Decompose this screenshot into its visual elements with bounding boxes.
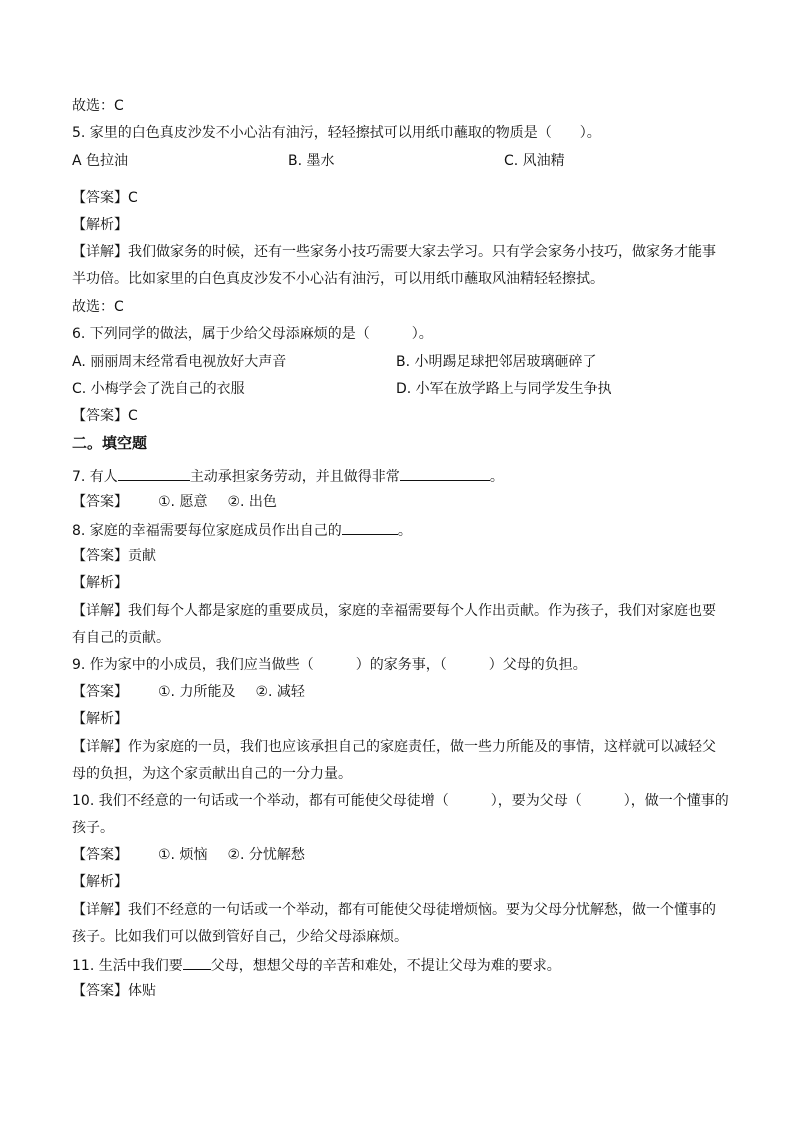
q11-answer: 【答案】体贴 bbox=[72, 983, 156, 999]
question-5: 5. 家里的白色真皮沙发不小心沾有油污，轻轻擦拭可以用纸巾蘸取的物质是（ ）。 bbox=[72, 125, 601, 141]
q10-answer-1: ①. 烦恼 bbox=[158, 847, 208, 863]
q10-analysis-label: 【解析】 bbox=[72, 874, 128, 890]
question-11 bbox=[72, 955, 722, 975]
q7-blank-1 bbox=[118, 466, 190, 481]
q8-blank bbox=[342, 520, 398, 535]
q6-option-b: B. 小明踢足球把邻居玻璃砸碎了 bbox=[396, 354, 597, 370]
q7-text-c: 。 bbox=[489, 469, 504, 485]
q5-analysis-label: 【解析】 bbox=[72, 217, 128, 233]
question-10-line-1: 10. 我们不经意的一句话或一个举动，都有可能使父母徒增（ ），要为父母（ ），做一个懂事的 bbox=[72, 793, 729, 809]
question-10-line-2: 孩子。 bbox=[72, 820, 114, 836]
q7-text-a: 7. 有人 bbox=[72, 469, 118, 485]
q10-detail-line-2: 孩子。比如我们可以做到管好自己，少给父母添麻烦。 bbox=[72, 929, 408, 945]
q11-text-b: 父母，想想父母的辛苦和难处，不提让父母为难的要求。 bbox=[210, 958, 561, 974]
q5-detail-line-1: 【详解】我们做家务的时候，还有一些家务小技巧需要大家去学习。只有学会家务小技巧，做家务才能事 bbox=[72, 244, 716, 260]
q7-answer bbox=[72, 493, 722, 511]
q10-answer-2: ②. 分忧解愁 bbox=[227, 847, 305, 863]
q5-option-b: B. 墨水 bbox=[288, 153, 335, 169]
q9-answer bbox=[72, 683, 722, 701]
q8-detail-line-1: 【详解】我们每个人都是家庭的重要成员，家庭的幸福需要每个人作出贡献。作为孩子，我们对家庭也要 bbox=[72, 603, 716, 619]
q9-answer-label: 【答案】 bbox=[72, 684, 128, 700]
q7-blank-2 bbox=[400, 466, 490, 481]
q5-answer: 【答案】C bbox=[72, 190, 138, 206]
question-7 bbox=[72, 466, 722, 486]
q7-answer-2: ②. 出色 bbox=[227, 494, 277, 510]
q10-answer bbox=[72, 846, 722, 864]
question-8 bbox=[72, 520, 722, 540]
q9-answer-1: ①. 力所能及 bbox=[158, 684, 236, 700]
question-9: 9. 作为家中的小成员，我们应当做些（ ）的家务事，（ ）父母的负担。 bbox=[72, 657, 587, 673]
q7-answer-label: 【答案】 bbox=[72, 494, 128, 510]
q8-analysis-label: 【解析】 bbox=[72, 575, 128, 591]
q8-answer: 【答案】贡献 bbox=[72, 548, 156, 564]
q8-text-a: 8. 家庭的幸福需要每位家庭成员作出自己的 bbox=[72, 523, 342, 539]
q10-detail-line-1: 【详解】我们不经意的一句话或一个举动，都有可能使父母徒增烦恼。要为父母分忧解愁，做一个懂事的 bbox=[72, 902, 716, 918]
q8-text-b: 。 bbox=[397, 523, 412, 539]
q7-answer-1: ①. 愿意 bbox=[158, 494, 208, 510]
q6-answer: 【答案】C bbox=[72, 408, 138, 424]
q7-text-b: 主动承担家务劳动，并且做得非常 bbox=[189, 469, 400, 485]
section-heading: 二。填空题 bbox=[72, 434, 148, 452]
question-6: 6. 下列同学的做法，属于少给父母添麻烦的是（ ）。 bbox=[72, 326, 433, 342]
q5-select: 故选：C bbox=[72, 299, 124, 315]
q10-answer-label: 【答案】 bbox=[72, 847, 128, 863]
select-line: 故选：C bbox=[72, 98, 124, 114]
q11-text-a: 11. 生活中我们要 bbox=[72, 958, 183, 974]
q6-option-c: C. 小梅学会了洗自己的衣服 bbox=[72, 381, 245, 397]
q9-detail-line-1: 【详解】作为家庭的一员，我们也应该承担自己的家庭责任，做一些力所能及的事情，这样就可以减轻父 bbox=[72, 739, 716, 755]
q5-detail-line-2: 半功倍。比如家里的白色真皮沙发不小心沾有油污，可以用纸巾蘸取风油精轻轻擦拭。 bbox=[72, 271, 604, 287]
q9-detail-line-2: 母的负担，为这个家贡献出自己的一分力量。 bbox=[72, 766, 352, 782]
q6-option-d: D. 小军在放学路上与同学发生争执 bbox=[396, 381, 612, 397]
q5-option-a: A 色拉油 bbox=[72, 153, 129, 169]
q9-answer-2: ②. 减轻 bbox=[255, 684, 305, 700]
q9-analysis-label: 【解析】 bbox=[72, 711, 128, 727]
q8-detail-line-2: 有自己的贡献。 bbox=[72, 630, 170, 646]
q6-option-a: A. 丽丽周末经常看电视放好大声音 bbox=[72, 354, 287, 370]
q5-option-c: C. 风油精 bbox=[504, 153, 565, 169]
q11-blank bbox=[183, 955, 211, 970]
